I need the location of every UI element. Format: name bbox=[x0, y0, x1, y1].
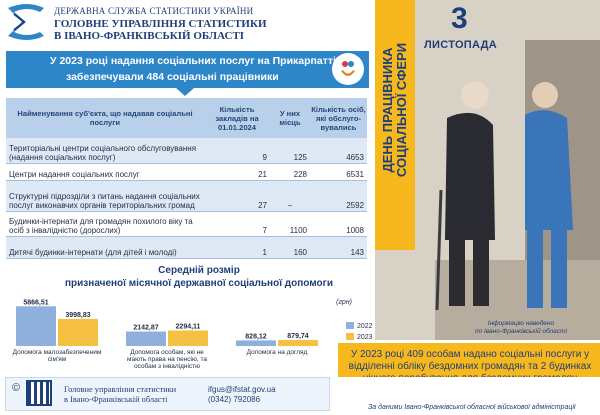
footer-org-line1: Головне управління статистики bbox=[64, 385, 177, 394]
bar-2022 bbox=[236, 340, 276, 346]
row-persons: 1008 bbox=[310, 211, 367, 236]
column-header-places: У них місць bbox=[270, 98, 310, 138]
row-facilities: 7 bbox=[204, 211, 270, 236]
bar-2022 bbox=[126, 331, 166, 346]
header bbox=[0, 0, 360, 45]
footer bbox=[0, 377, 600, 415]
column-header-persons: Кількість осіб, які обслуго-вувались bbox=[310, 98, 367, 138]
row-facilities: 1 bbox=[204, 236, 270, 258]
highlight-text: У 2023 році 409 особам надано соціальні послуги у відділенні обліку бездомних громадян та 2 будинках bbox=[348, 349, 592, 372]
holiday-title bbox=[381, 10, 409, 210]
table-header-row bbox=[6, 98, 367, 138]
agency-name-line2: В ІВАНО-ФРАНКІВСЬКІЙ ОБЛАСТІ bbox=[54, 30, 245, 42]
intro-line1: У 2023 році надання соціальних послуг на Прикарпатті bbox=[50, 55, 336, 67]
down-arrow-icon bbox=[176, 88, 194, 96]
category-label: Допомога особам, які не bbox=[130, 349, 204, 356]
column-header-name: Найменування суб'єкта, що надавав соціальні послуги bbox=[6, 98, 204, 138]
table-row bbox=[6, 163, 367, 180]
chart-title bbox=[40, 264, 358, 290]
table-row bbox=[6, 211, 367, 236]
category-label: особам з інвалідністю bbox=[134, 363, 200, 370]
data-source-note: За даними Івано-Франківської обласної військової адміністрації bbox=[368, 404, 576, 411]
row-persons: 6531 bbox=[310, 163, 367, 180]
footer-org-line2: в Івано-Франківській області bbox=[64, 395, 168, 404]
row-name: Центри надання соціальних послуг bbox=[6, 163, 204, 180]
row-persons: 143 bbox=[310, 236, 367, 258]
column-header-facilities: Кількість закладів на 01.01.2024 bbox=[204, 98, 270, 138]
footer-phone: (0342) 792086 bbox=[208, 395, 261, 404]
footer-organization bbox=[64, 385, 176, 405]
bar-2022 bbox=[16, 306, 56, 346]
row-name: Будинки-інтернати для громадян похилого віку та осіб з інвалідністю (дорослих) bbox=[6, 211, 204, 236]
category-label: мають права на пенсію, та bbox=[127, 356, 207, 363]
date-number: 3 bbox=[451, 2, 468, 35]
row-facilities: 27 bbox=[204, 180, 270, 211]
bar-value-label: 3998,83 bbox=[65, 311, 91, 319]
copyright-sign: © bbox=[12, 382, 21, 394]
social-care-icon bbox=[332, 53, 364, 85]
row-places: 228 bbox=[270, 163, 310, 180]
legend-swatch-2022 bbox=[346, 322, 354, 329]
photo-note-line2: по Івано-Франківській області bbox=[475, 328, 567, 335]
bar-value-label: 828,12 bbox=[245, 333, 267, 341]
benefits-bar-chart bbox=[0, 290, 373, 370]
row-places: – bbox=[270, 180, 310, 211]
bar-value-label: 2294,11 bbox=[175, 323, 201, 331]
holiday-title-line1: ДЕНЬ ПРАЦІВНИКА bbox=[380, 47, 395, 173]
row-places: 160 bbox=[270, 236, 310, 258]
category-label: сім'ям bbox=[47, 356, 67, 363]
category-label: Допомога малозабезпеченим bbox=[12, 349, 102, 356]
photo-note-line1: Інформацію наведено bbox=[487, 320, 555, 327]
row-persons: 2592 bbox=[310, 180, 367, 211]
bar-value-label: 5866,51 bbox=[23, 299, 49, 307]
footer-email-link[interactable]: ifgus@ifstat.gov.ua bbox=[208, 385, 276, 394]
agency-name-small: ДЕРЖАВНА СЛУЖБА СТАТИСТИКИ УКРАЇНИ bbox=[54, 6, 254, 16]
row-places: 125 bbox=[270, 138, 310, 163]
bar-2023 bbox=[168, 330, 208, 346]
row-name: Територіальні центри соціального обслуговування (надання соціальних послуг) bbox=[6, 138, 204, 163]
bar-value-label: 879,74 bbox=[287, 333, 309, 341]
photo-note bbox=[475, 320, 567, 336]
unit-label: (грн) bbox=[336, 299, 352, 306]
social-services-table bbox=[6, 98, 367, 259]
row-facilities: 9 bbox=[204, 138, 270, 163]
vertical-holiday-banner bbox=[375, 0, 415, 250]
row-places: 1100 bbox=[270, 211, 310, 236]
row-persons: 4653 bbox=[310, 138, 367, 163]
table-row bbox=[6, 236, 367, 258]
bar-2023 bbox=[278, 340, 318, 346]
row-name: Дитячі будинки-інтернати (для дітей і молоді) bbox=[6, 236, 204, 258]
legend-label-2023: 2023 bbox=[357, 334, 373, 341]
date-month: ЛИСТОПАДА bbox=[424, 39, 498, 51]
bar-2023 bbox=[58, 319, 98, 346]
bar-value-label: 2142,87 bbox=[133, 324, 159, 332]
category-label: Допомога на догляд bbox=[246, 349, 308, 356]
agency-name-line1: ГОЛОВНЕ УПРАВЛІННЯ СТАТИСТИКИ bbox=[54, 18, 267, 30]
holiday-title-line2: СОЦІАЛЬНОЇ СФЕРИ bbox=[394, 42, 409, 178]
table-row bbox=[6, 138, 367, 163]
statistics-logo-icon bbox=[4, 2, 50, 42]
chart-title-line1: Середній розмір bbox=[158, 265, 240, 276]
footer-contact-box bbox=[5, 377, 330, 411]
intro-line2: забезпечували 484 соціальні працівники bbox=[66, 71, 279, 83]
intro-banner bbox=[6, 51, 369, 88]
legend-swatch-2023 bbox=[346, 333, 354, 340]
qr-code-icon bbox=[26, 380, 52, 406]
chart-title-line2: призначеної місячної державної соціальної допомоги bbox=[65, 278, 333, 289]
table-row bbox=[6, 180, 367, 211]
legend-label-2022: 2022 bbox=[357, 323, 373, 330]
row-facilities: 21 bbox=[204, 163, 270, 180]
row-name: Структурні підрозділи з питань надання соціальних послуг виконавчих органів територіальних громад bbox=[6, 180, 204, 211]
